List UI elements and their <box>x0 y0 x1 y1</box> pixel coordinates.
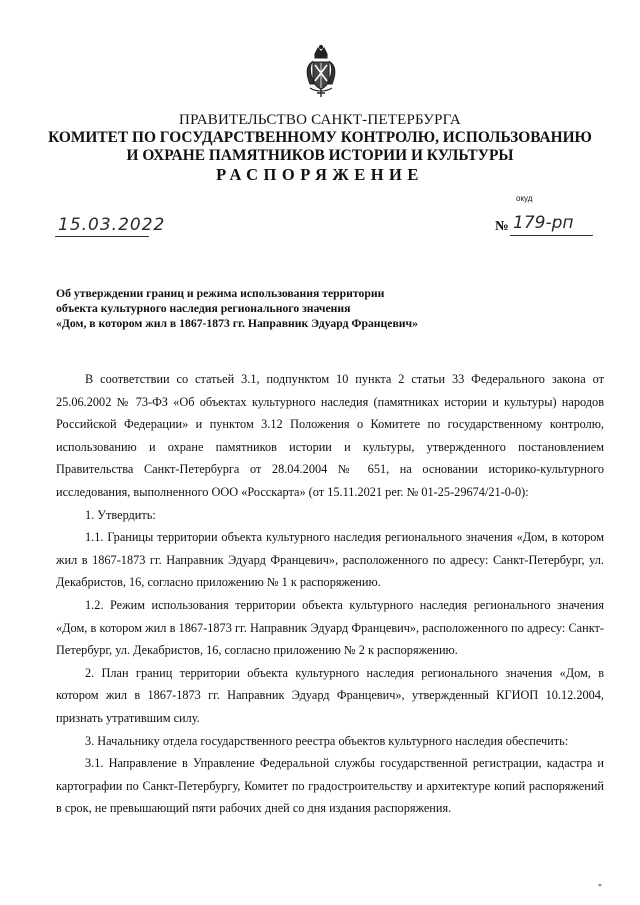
paragraph-1-2: 1.2. Режим использования территории объекта культурного наследия регионального значения «Дом, в котором жил в 1867-1873 гг. Направник Эдуард Францевич», расположенного по адресу: Санкт-Петербург, ул. Декабристов, 16, согласно приложению № 2 к распоряжению. <box>56 597 604 658</box>
paragraph-3: 3. Начальнику отдела государственного реестра объектов культурного наследия обеспечить: <box>85 733 569 748</box>
date-underline <box>55 236 149 237</box>
number-underline <box>510 235 593 236</box>
paragraph-preamble: В соответствии со статьей 3.1, подпунктом 10 пункта 2 статьи 33 Федерального закона от 25.06.2002 № 73-ФЗ «Об объектах культурного наследия (памятниках истории и культуры) народов Российской Федерации» и пунктом 3.12 Положения о Комитете по государственному контролю, использованию и охране памятников истории и культуры, утвержденного постановлением Правительства Санкт-Петербурга от 28.04.2004 № 651, на основании историко-культурного исследования, выполненного ООО «Росскарта» (от 15.11.2021 рег. № 01-25-29674/21-0-0): <box>56 372 604 499</box>
subject-line1: Об утверждении границ и режима использования территории <box>56 287 385 300</box>
paragraph-3-1: 3.1. Направление в Управление Федеральной службы государственной регистрации, кадастра и картографии по Санкт-Петербургу, Комитет по градостроительству и архитектуре копий распоряжений в срок, не превышающий пяти рабочих дней со дня издания распоряжения. <box>56 756 604 816</box>
paragraph-1: 1. Утвердить: <box>85 507 156 522</box>
subject-line3: «Дом, в котором жил в 1867-1873 гг. Направник Эдуард Францевич» <box>56 316 418 330</box>
handwritten-number: 179-рп <box>513 213 574 233</box>
footer-mark: * <box>598 882 602 891</box>
document-type: РАСПОРЯЖЕНИЕ <box>216 165 424 184</box>
number-sign: № <box>495 218 509 233</box>
committee-title-line1: КОМИТЕТ ПО ГОСУДАРСТВЕННОМУ КОНТРОЛЮ, ИСПОЛЬЗОВАНИЮ <box>48 129 592 146</box>
coat-of-arms-icon <box>302 44 340 100</box>
committee-title <box>0 129 640 165</box>
document-body <box>56 368 604 820</box>
handwritten-date: 15.03.2022 <box>58 215 166 235</box>
committee-title-line2: И ОХРАНЕ ПАМЯТНИКОВ ИСТОРИИ И КУЛЬТУРЫ <box>126 147 514 164</box>
paragraph-1-1: 1.1. Границы территории объекта культурного наследия регионального значения «Дом, в котором жил в 1867-1873 гг. Направник Эдуард Францевич», расположенного по адресу: Санкт-Петербург, ул. Декабристов, 16, согласно приложению № 1 к распоряжению. <box>56 530 604 590</box>
subject-line2: объекта культурного наследия регионального значения <box>56 301 351 315</box>
okud-label: окуд <box>516 194 533 203</box>
paragraph-2: 2. План границ территории объекта культурного наследия регионального значения «Дом, в котором жил в 1867-1873 гг. Направник Эдуард Францевич», утвержденный КГИОП 10.12.2004, признать утратившим силу. <box>56 665 604 725</box>
government-title: ПРАВИТЕЛЬСТВО САНКТ-ПЕТЕРБУРГА <box>179 112 461 128</box>
document-subject <box>56 287 418 331</box>
